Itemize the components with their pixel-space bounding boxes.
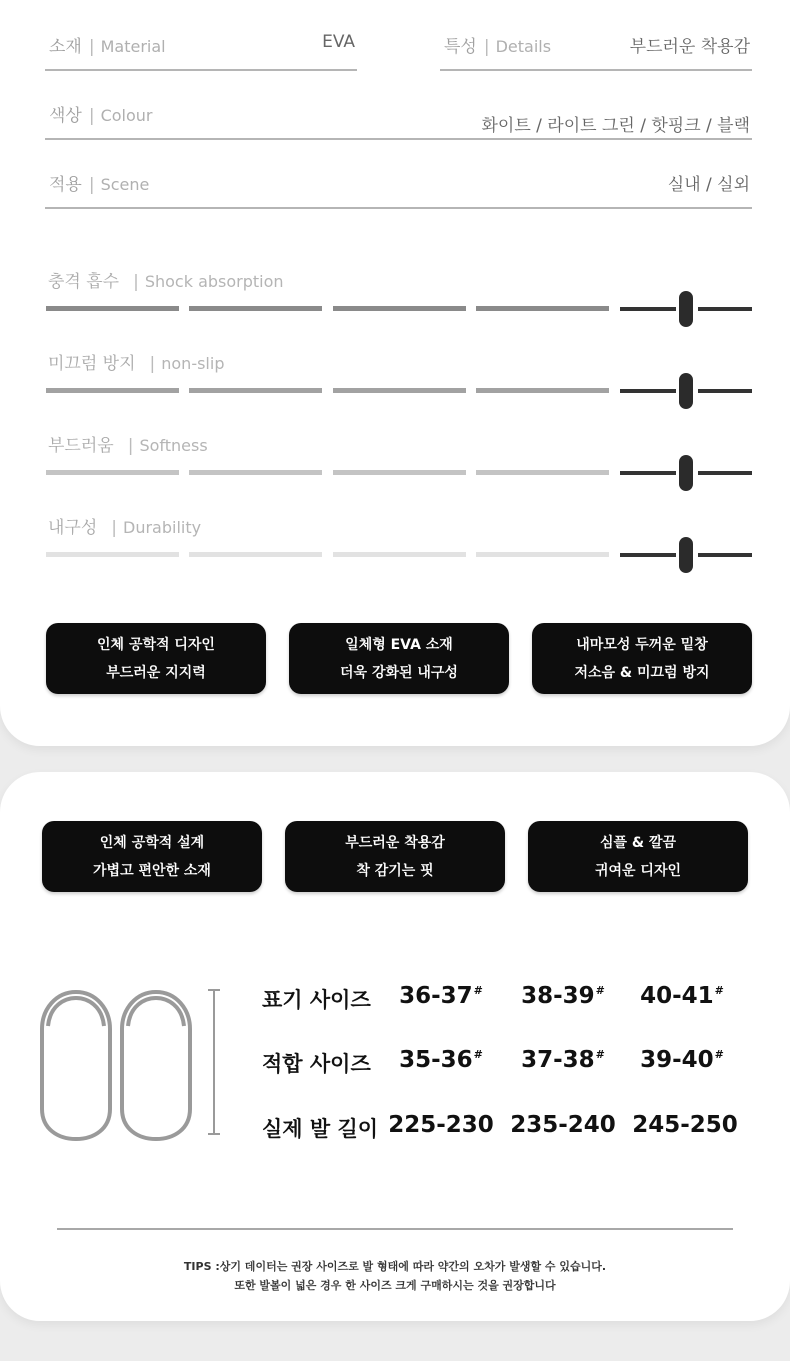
rating-slider-track [620, 307, 676, 311]
spec-colour-en: Colour [100, 106, 153, 125]
rating-title: 충격 흡수 | Shock absorption [48, 272, 284, 292]
rating-slider-knob [679, 291, 693, 327]
rating-segment [476, 552, 609, 557]
size-cell: 235-240 [510, 1112, 616, 1138]
spec-details-en: Details [495, 37, 552, 56]
feature-pill: 내마모성 두꺼운 밑창 저소음 & 미끄럼 방지 [532, 623, 752, 694]
spec-material-en: Material [100, 37, 166, 56]
tips-text: 또한 발볼이 넓은 경우 한 사이즈 크게 구매하시는 것을 권장합니다 [234, 1279, 556, 1292]
rating-segment [189, 388, 322, 393]
feature-pill: 심플 & 깔끔 귀여운 디자인 [528, 821, 748, 892]
rating-segment [189, 552, 322, 557]
size-cell: 35-36# [399, 1047, 483, 1073]
rating-segment [189, 306, 322, 311]
size-cell: 39-40# [640, 1047, 724, 1073]
rating-segment [333, 470, 466, 475]
divider [57, 1228, 733, 1230]
spec-colour-label: 색상 [49, 106, 82, 126]
spec-details-label: 특성 [444, 37, 477, 57]
rating-title: 내구성 | Durability [48, 518, 202, 538]
size-cell: 40-41# [640, 983, 724, 1009]
size-cell: 225-230 [388, 1112, 494, 1138]
spec-colour-value: 화이트 / 라이트 그린 / 핫핑크 / 블랙 [481, 116, 750, 136]
rating-slider-knob [679, 455, 693, 491]
spec-scene-en: Scene [100, 175, 150, 194]
spec-details-value: 부드러운 착용감 [629, 37, 750, 57]
rating-title: 미끄럼 방지 | non-slip [48, 354, 225, 374]
spec-scene-label: 적용 [49, 175, 82, 195]
spec-material-value: EVA [322, 32, 355, 52]
rating-slider-knob [679, 373, 693, 409]
size-cell: 36-37# [399, 983, 483, 1009]
feature-pill: 인체 공학적 설계 가볍고 편안한 소재 [42, 821, 262, 892]
rating-slider-track [698, 389, 752, 393]
rating-slider-track [620, 553, 676, 557]
rating-segment [46, 470, 179, 475]
rating-segment [333, 552, 466, 557]
spec-colour: 색상 | Colour 화이트 / 라이트 그린 / 핫핑크 / 블랙 [45, 101, 752, 140]
rating-slider-track [620, 471, 676, 475]
spec-details: 특성 | Details 부드러운 착용감 [440, 32, 752, 71]
spec-scene-value: 실내 / 실외 [667, 175, 750, 195]
rating-slider-track [620, 389, 676, 393]
rating-segment [476, 306, 609, 311]
feature-pill: 부드러운 착용감 착 감기는 핏 [285, 821, 505, 892]
rating-segment [46, 388, 179, 393]
size-row-label: 적합 사이즈 [262, 1052, 371, 1076]
rating-segment [46, 306, 179, 311]
size-cell: 37-38# [521, 1047, 605, 1073]
spec-material-label: 소재 [49, 37, 82, 57]
size-cell: 245-250 [632, 1112, 738, 1138]
slipper-icon [36, 984, 236, 1144]
size-row-label: 표기 사이즈 [262, 988, 371, 1012]
rating-slider-track [698, 307, 752, 311]
rating-slider-track [698, 553, 752, 557]
feature-pill: 인체 공학적 디자인 부드러운 지지력 [46, 623, 266, 694]
spec-material: 소재 | Material EVA [45, 32, 357, 71]
tips-text: TIPS :상기 데이터는 권장 사이즈로 발 형태에 따라 약간의 오차가 발생할 수 있습니다. [183, 1260, 607, 1273]
rating-segment [333, 306, 466, 311]
rating-segment [476, 470, 609, 475]
rating-title: 부드러움 | Softness [48, 436, 208, 456]
rating-segment [189, 470, 322, 475]
rating-segment [476, 388, 609, 393]
rating-slider-track [698, 471, 752, 475]
rating-segment [333, 388, 466, 393]
rating-slider-knob [679, 537, 693, 573]
size-cell: 38-39# [521, 983, 605, 1009]
spec-scene: 적용 | Scene 실내 / 실외 [45, 170, 752, 209]
feature-pill: 일체형 EVA 소재 더욱 강화된 내구성 [289, 623, 509, 694]
size-row-label: 실제 발 길이 [262, 1117, 379, 1141]
rating-segment [46, 552, 179, 557]
